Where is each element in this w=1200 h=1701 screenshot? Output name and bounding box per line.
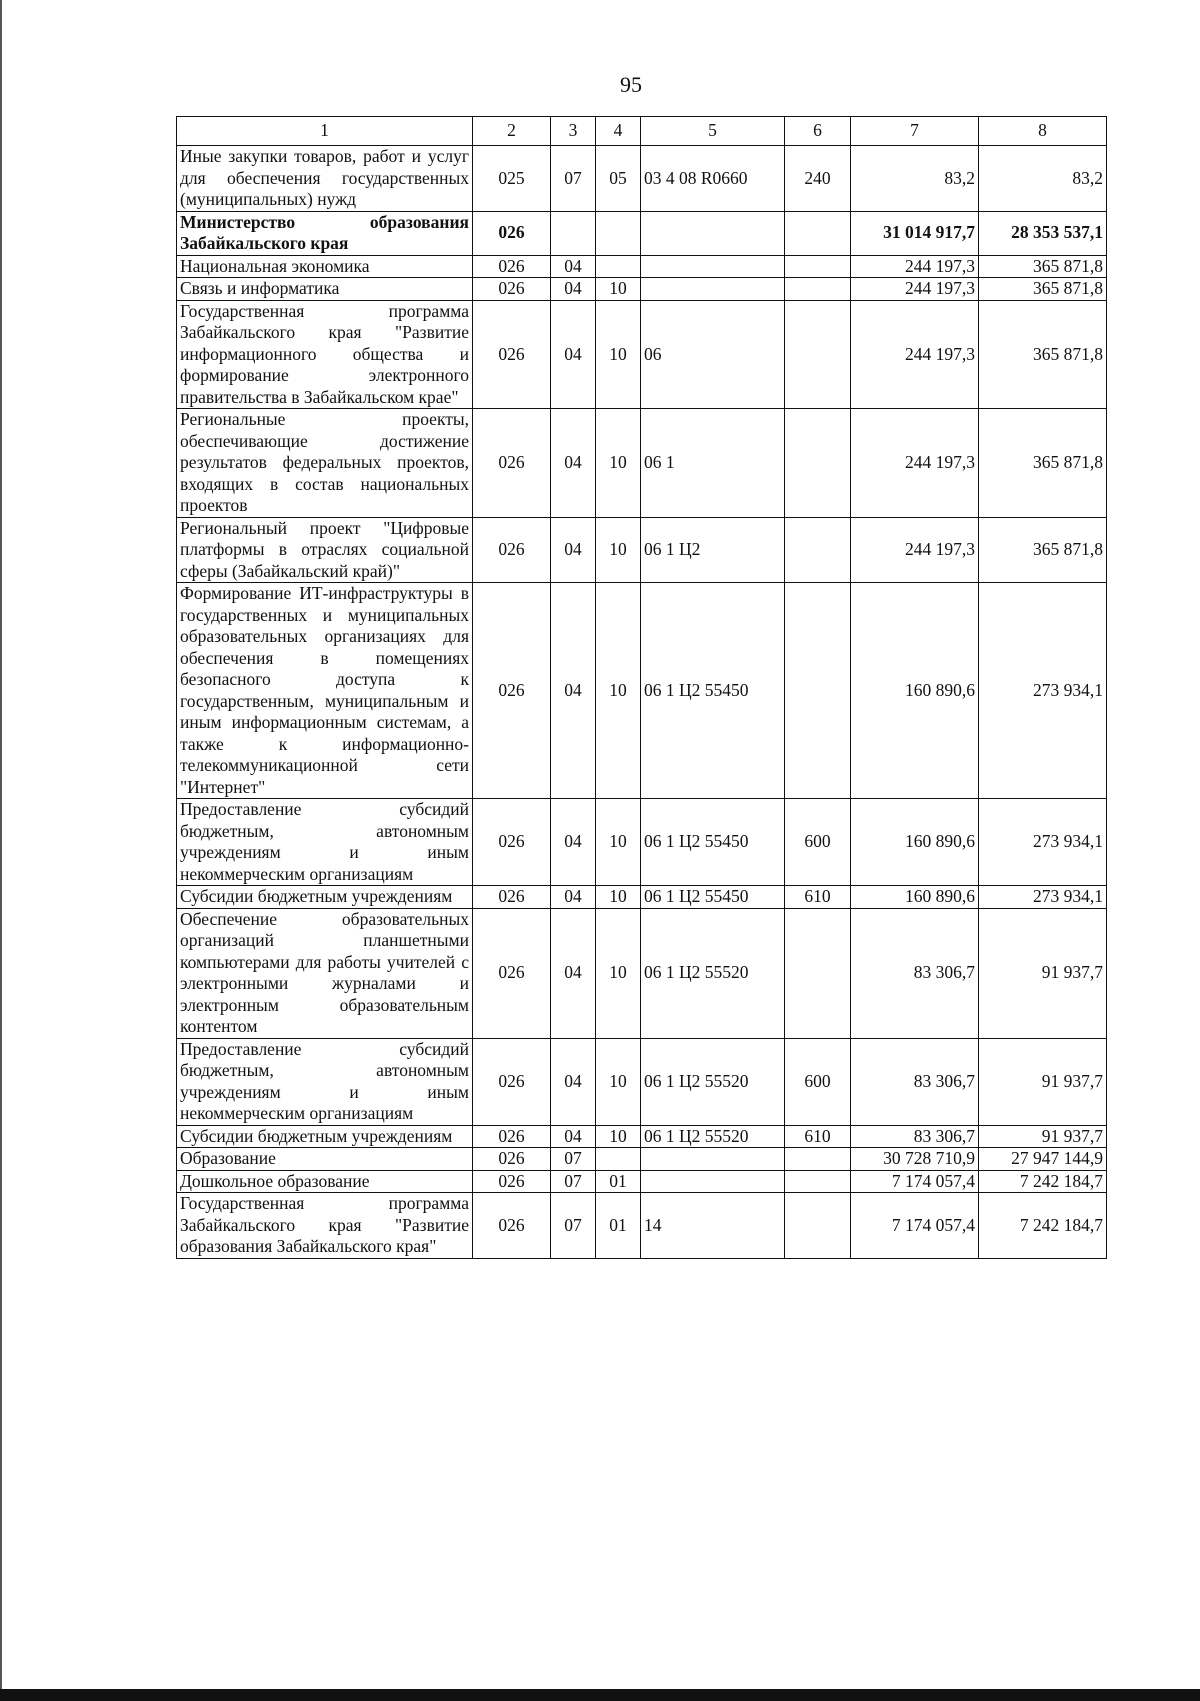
ministry-code-cell: 026 [473,517,551,583]
subsection-code-cell: 10 [596,278,641,301]
amount-year2-cell: 365 871,8 [979,278,1107,301]
subsection-code-cell: 10 [596,799,641,886]
item-name-cell: Формирование ИТ-инфраструктуры в государственных и муниципальных образовательных организациях для обеспечения в помещениях безопасного доступа к государственным, муниципальным и иным информационным системам, а также к информационно-телекоммуникационной сети "Интернет" [177,583,473,799]
ministry-code-cell: 026 [473,1038,551,1125]
amount-year2-cell: 365 871,8 [979,517,1107,583]
ministry-code-cell: 026 [473,211,551,255]
ministry-code-cell: 026 [473,1148,551,1171]
scan-bottom-edge [0,1689,1200,1701]
header-cell: 8 [979,117,1107,146]
table-body [177,117,1107,1259]
subsection-code-cell: 01 [596,1170,641,1193]
subsection-code-cell: 01 [596,1193,641,1259]
item-name-cell: Министерство образования Забайкальского края [177,211,473,255]
section-code-cell: 07 [551,1170,596,1193]
expense-type-cell [785,1193,851,1259]
item-name-cell: Региональные проекты, обеспечивающие достижение результатов федеральных проектов, входящих в состав национальных проектов [177,409,473,518]
amount-year1-cell: 160 890,6 [851,583,979,799]
ministry-code-cell: 026 [473,1193,551,1259]
table-row [177,908,1107,1038]
section-code-cell: 04 [551,1038,596,1125]
ministry-code-cell: 026 [473,300,551,409]
ministry-code-cell: 026 [473,908,551,1038]
scan-left-edge [0,0,2,1701]
ministry-code-cell: 026 [473,583,551,799]
amount-year2-cell: 7 242 184,7 [979,1170,1107,1193]
table-row [177,409,1107,518]
expense-type-cell [785,211,851,255]
subsection-code-cell: 10 [596,300,641,409]
expense-type-cell: 240 [785,146,851,212]
target-article-cell [641,211,785,255]
item-name-cell: Национальная экономика [177,255,473,278]
amount-year1-cell: 244 197,3 [851,255,979,278]
subsection-code-cell: 10 [596,409,641,518]
expense-type-cell: 600 [785,1038,851,1125]
target-article-cell: 06 1 Ц2 55520 [641,1125,785,1148]
header-cell: 1 [177,117,473,146]
item-name-cell: Образование [177,1148,473,1171]
subsection-code-cell: 10 [596,908,641,1038]
item-name-cell: Субсидии бюджетным учреждениям [177,1125,473,1148]
ministry-code-cell: 026 [473,409,551,518]
expense-type-cell [785,517,851,583]
item-name-cell: Субсидии бюджетным учреждениям [177,886,473,909]
amount-year2-cell: 7 242 184,7 [979,1193,1107,1259]
ministry-code-cell: 026 [473,1170,551,1193]
amount-year2-cell: 365 871,8 [979,300,1107,409]
ministry-code-cell: 026 [473,799,551,886]
target-article-cell: 06 1 Ц2 [641,517,785,583]
expense-type-cell [785,300,851,409]
section-code-cell: 04 [551,1125,596,1148]
section-code-cell: 04 [551,517,596,583]
target-article-cell: 06 [641,300,785,409]
item-name-cell: Иные закупки товаров, работ и услуг для обеспечения государственных (муниципальных) нужд [177,146,473,212]
ministry-code-cell: 025 [473,146,551,212]
amount-year1-cell: 7 174 057,4 [851,1170,979,1193]
amount-year1-cell: 83,2 [851,146,979,212]
item-name-cell: Дошкольное образование [177,1170,473,1193]
ministry-code-cell: 026 [473,886,551,909]
section-code-cell [551,211,596,255]
table-row [177,1193,1107,1259]
amount-year2-cell: 365 871,8 [979,409,1107,518]
amount-year1-cell: 244 197,3 [851,300,979,409]
item-name-cell: Предоставление субсидий бюджетным, автономным учреждениям и иным некоммерческим организациям [177,1038,473,1125]
item-name-cell: Государственная программа Забайкальского края "Развитие образования Забайкальского края" [177,1193,473,1259]
amount-year1-cell: 31 014 917,7 [851,211,979,255]
section-code-cell: 04 [551,886,596,909]
amount-year1-cell: 160 890,6 [851,886,979,909]
ministry-code-cell: 026 [473,278,551,301]
table-row [177,255,1107,278]
target-article-cell [641,255,785,278]
subsection-code-cell: 05 [596,146,641,212]
amount-year2-cell: 27 947 144,9 [979,1148,1107,1171]
subsection-code-cell: 10 [596,1038,641,1125]
item-name-cell: Связь и информатика [177,278,473,301]
amount-year2-cell: 273 934,1 [979,799,1107,886]
table-row [177,799,1107,886]
table-row [177,1125,1107,1148]
table-row [177,1038,1107,1125]
ministry-code-cell: 026 [473,1125,551,1148]
table-row [177,1148,1107,1171]
expense-type-cell: 600 [785,799,851,886]
amount-year2-cell: 273 934,1 [979,583,1107,799]
table-row [177,583,1107,799]
subsection-code-cell: 10 [596,583,641,799]
item-name-cell: Предоставление субсидий бюджетным, автономным учреждениям и иным некоммерческим организациям [177,799,473,886]
table-row [177,1170,1107,1193]
amount-year2-cell: 365 871,8 [979,255,1107,278]
amount-year1-cell: 30 728 710,9 [851,1148,979,1171]
table-row [177,886,1107,909]
amount-year1-cell: 244 197,3 [851,409,979,518]
header-row [177,117,1107,146]
page-number: 95 [620,72,642,97]
target-article-cell: 14 [641,1193,785,1259]
expense-type-cell [785,255,851,278]
section-code-cell: 04 [551,908,596,1038]
target-article-cell: 06 1 Ц2 55450 [641,886,785,909]
amount-year2-cell: 28 353 537,1 [979,211,1107,255]
amount-year1-cell: 160 890,6 [851,799,979,886]
subsection-code-cell: 10 [596,1125,641,1148]
target-article-cell: 06 1 Ц2 55520 [641,1038,785,1125]
amount-year1-cell: 244 197,3 [851,517,979,583]
amount-year1-cell: 83 306,7 [851,1125,979,1148]
header-cell: 2 [473,117,551,146]
item-name-cell: Государственная программа Забайкальского края "Развитие информационного общества и формирование электронного правительства в Забайкальском крае" [177,300,473,409]
target-article-cell: 06 1 Ц2 55450 [641,799,785,886]
amount-year1-cell: 7 174 057,4 [851,1193,979,1259]
ministry-code-cell: 026 [473,255,551,278]
amount-year2-cell: 83,2 [979,146,1107,212]
target-article-cell: 06 1 Ц2 55450 [641,583,785,799]
item-name-cell: Обеспечение образовательных организаций планшетными компьютерами для работы учителей с электронными журналами и электронным образовательным контентом [177,908,473,1038]
target-article-cell [641,1170,785,1193]
target-article-cell: 03 4 08 R0660 [641,146,785,212]
expense-type-cell [785,409,851,518]
table-row [177,211,1107,255]
expense-type-cell: 610 [785,1125,851,1148]
header-cell: 4 [596,117,641,146]
expense-type-cell [785,1170,851,1193]
target-article-cell [641,278,785,301]
section-code-cell: 04 [551,300,596,409]
target-article-cell: 06 1 Ц2 55520 [641,908,785,1038]
header-cell: 6 [785,117,851,146]
amount-year1-cell: 83 306,7 [851,1038,979,1125]
amount-year2-cell: 91 937,7 [979,1038,1107,1125]
subsection-code-cell: 10 [596,886,641,909]
amount-year1-cell: 83 306,7 [851,908,979,1038]
target-article-cell [641,1148,785,1171]
section-code-cell: 04 [551,799,596,886]
subsection-code-cell [596,211,641,255]
table-row [177,146,1107,212]
subsection-code-cell [596,1148,641,1171]
table-row [177,517,1107,583]
expense-type-cell [785,908,851,1038]
subsection-code-cell: 10 [596,517,641,583]
item-name-cell: Региональный проект "Цифровые платформы в отраслях социальной сферы (Забайкальский край)" [177,517,473,583]
expense-type-cell [785,1148,851,1171]
table-row [177,278,1107,301]
amount-year2-cell: 273 934,1 [979,886,1107,909]
expense-type-cell [785,583,851,799]
section-code-cell: 07 [551,1193,596,1259]
expense-type-cell [785,278,851,301]
table-row [177,300,1107,409]
subsection-code-cell [596,255,641,278]
section-code-cell: 04 [551,409,596,518]
header-cell: 5 [641,117,785,146]
target-article-cell: 06 1 [641,409,785,518]
section-code-cell: 07 [551,146,596,212]
section-code-cell: 04 [551,583,596,799]
amount-year2-cell: 91 937,7 [979,908,1107,1038]
section-code-cell: 07 [551,1148,596,1171]
amount-year2-cell: 91 937,7 [979,1125,1107,1148]
amount-year1-cell: 244 197,3 [851,278,979,301]
header-cell: 3 [551,117,596,146]
section-code-cell: 04 [551,255,596,278]
header-cell: 7 [851,117,979,146]
expense-type-cell: 610 [785,886,851,909]
section-code-cell: 04 [551,278,596,301]
budget-table [176,116,1107,1259]
